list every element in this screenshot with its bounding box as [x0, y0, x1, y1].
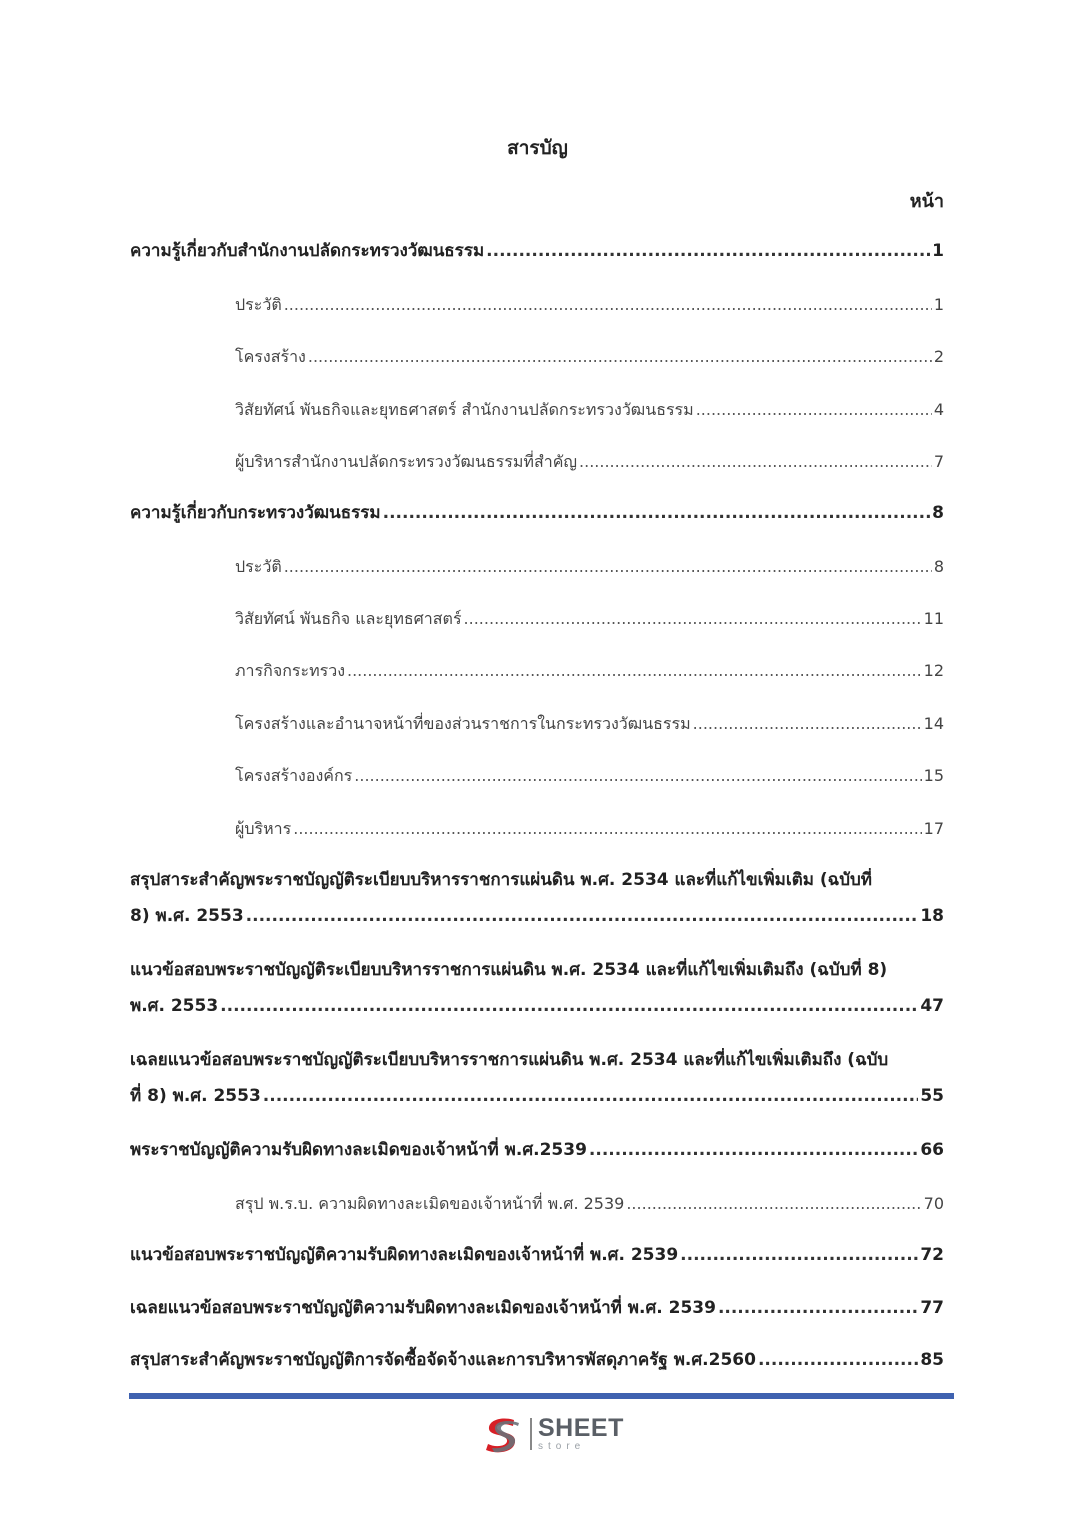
toc-entry-text: วิสัยทัศน์ พันธกิจ และยุทธศาสตร์ [235, 609, 462, 628]
toc-entry-page: 18 [920, 906, 944, 926]
toc-subentry[interactable] [235, 554, 944, 579]
toc-leader-dots [383, 501, 931, 526]
toc-entry-text: ประวัติ [235, 557, 282, 576]
toc-entry-page: 14 [923, 714, 944, 733]
footer-rule [129, 1393, 954, 1399]
toc-entry-page: 1 [933, 295, 944, 314]
toc-entry-page: 77 [920, 1298, 944, 1318]
toc-entry-text-continued: ที่ 8) พ.ศ. 2553 [130, 1086, 261, 1106]
toc-entry-text: เฉลยแนวข้อสอบพระราชบัญญัติความรับผิดทางละเมิดของเจ้าหน้าที่ พ.ศ. 2539 [130, 1298, 716, 1318]
toc-entry-text-continued: 8) พ.ศ. 2553 [130, 906, 244, 926]
toc-entry[interactable] [130, 1138, 944, 1163]
toc-leader-dots [696, 397, 932, 422]
toc-leader-dots [308, 344, 932, 369]
toc-entry-text: ภารกิจกระทรวง [235, 661, 345, 680]
toc-entry[interactable] [130, 958, 944, 1019]
toc-entry-page: 2 [933, 347, 944, 366]
toc-entry-page: 8 [933, 557, 944, 576]
toc-leader-dots [354, 763, 921, 788]
toc-entry-page: 15 [923, 766, 944, 785]
toc-entry-page: 11 [923, 609, 944, 628]
page-column-header: หน้า [909, 191, 944, 212]
toc-entry-text: สรุป พ.ร.บ. ความผิดทางละเมิดของเจ้าหน้าที่ พ.ศ. 2539 [235, 1194, 625, 1213]
toc-subentry[interactable] [235, 449, 944, 474]
toc-subentry[interactable] [235, 397, 944, 422]
toc-entry-page: 17 [923, 819, 944, 838]
sheetstore-logo [480, 1412, 624, 1456]
toc-entry[interactable] [130, 1348, 944, 1373]
toc-entry-page: 55 [920, 1086, 944, 1106]
toc-entry-page: 12 [923, 661, 944, 680]
toc-leader-dots [718, 1296, 918, 1321]
logo-separator [530, 1418, 532, 1450]
toc-subentry[interactable] [235, 658, 944, 683]
toc-leader-dots [347, 658, 922, 683]
toc-entry-text: ผู้บริหาร [235, 819, 292, 838]
toc-entry-page: 4 [933, 400, 944, 419]
toc-entry[interactable] [130, 239, 944, 264]
toc-subentry[interactable] [235, 344, 944, 369]
toc-entry-text: โครงสร้างและอำนาจหน้าที่ของส่วนราชการในกระทรวงวัฒนธรรม [235, 714, 691, 733]
sheetstore-s-logo-icon [480, 1412, 524, 1456]
toc-entry[interactable] [130, 1048, 944, 1109]
toc-entry-text-continued: พ.ศ. 2553 [130, 996, 219, 1016]
toc-entry-text: ความรู้เกี่ยวกับสำนักงานปลัดกระทรวงวัฒนธรรม [130, 241, 485, 261]
toc-entry-text: แนวข้อสอบพระราชบัญญัติความรับผิดทางละเมิดของเจ้าหน้าที่ พ.ศ. 2539 [130, 1245, 679, 1265]
toc-entry-text: โครงสร้าง [235, 347, 306, 366]
toc-entry-text: ประวัติ [235, 295, 282, 314]
toc-entry[interactable] [130, 1243, 944, 1268]
toc-entry-text: โครงสร้างองค์กร [235, 766, 353, 785]
toc-entry-text: ผู้บริหารสำนักงานปลัดกระทรวงวัฒนธรรมที่สำคัญ [235, 452, 578, 471]
toc-leader-dots [246, 904, 919, 929]
toc-entry-text: พระราชบัญญัติความรับผิดทางละเมิดของเจ้าหน้าที่ พ.ศ.2539 [130, 1140, 587, 1160]
toc-entry-page: 8 [932, 503, 944, 523]
toc-leader-dots [293, 816, 921, 841]
toc-entry-page: 1 [932, 241, 944, 261]
toc-entry[interactable] [130, 501, 944, 526]
toc-entry-text: เฉลยแนวข้อสอบพระราชบัญญัติระเบียบบริหารราชการแผ่นดิน พ.ศ. 2534 และที่แก้ไขเพิ่มเติมถึง (ฉบับ [130, 1050, 889, 1070]
toc-subentry[interactable] [235, 711, 944, 736]
toc-leader-dots [263, 1084, 919, 1109]
toc-leader-dots [758, 1348, 918, 1373]
toc-leader-dots [680, 1243, 918, 1268]
toc-leader-dots [579, 449, 932, 474]
toc-entry-page: 85 [920, 1350, 944, 1370]
toc-subentry[interactable] [235, 606, 944, 631]
toc-entry-page: 66 [920, 1140, 944, 1160]
toc-leader-dots [589, 1138, 918, 1163]
toc-subentry[interactable] [235, 816, 944, 841]
toc-leader-dots [284, 292, 932, 317]
logo-subtext: store [538, 1441, 586, 1452]
toc-leader-dots [220, 994, 918, 1019]
toc-entry-text: วิสัยทัศน์ พันธกิจและยุทธศาสตร์ สำนักงานปลัดกระทรวงวัฒนธรรม [235, 400, 694, 419]
toc-leader-dots [626, 1191, 921, 1216]
toc-entry-text: สรุปสาระสำคัญพระราชบัญญัติการจัดซื้อจัดจ้างและการบริหารพัสดุภาครัฐ พ.ศ.2560 [130, 1350, 756, 1370]
toc-leader-dots [284, 554, 932, 579]
toc-subentry[interactable] [235, 292, 944, 317]
toc-entry[interactable] [130, 868, 944, 929]
toc-entry-text: ความรู้เกี่ยวกับกระทรวงวัฒนธรรม [130, 503, 381, 523]
logo-wordmark [538, 1416, 624, 1452]
page-title: สารบัญ [507, 137, 568, 159]
toc-entry-page: 72 [920, 1245, 944, 1265]
toc-leader-dots [486, 239, 930, 264]
toc-subentry[interactable] [235, 763, 944, 788]
toc-entry-page: 7 [933, 452, 944, 471]
logo-text: SHEET [538, 1414, 624, 1442]
toc-entry-page: 70 [923, 1194, 944, 1213]
toc-entry-page: 47 [920, 996, 944, 1016]
toc-entry-text: สรุปสาระสำคัญพระราชบัญญัติระเบียบบริหารราชการแผ่นดิน พ.ศ. 2534 และที่แก้ไขเพิ่มเติม (ฉบับที่ [130, 870, 872, 890]
toc-leader-dots [693, 711, 922, 736]
toc-entry[interactable] [130, 1296, 944, 1321]
toc-leader-dots [464, 606, 922, 631]
toc-entry-text: แนวข้อสอบพระราชบัญญัติระเบียบบริหารราชการแผ่นดิน พ.ศ. 2534 และที่แก้ไขเพิ่มเติมถึง (ฉบับที่ 8) [130, 960, 888, 980]
toc-subentry[interactable] [235, 1191, 944, 1216]
